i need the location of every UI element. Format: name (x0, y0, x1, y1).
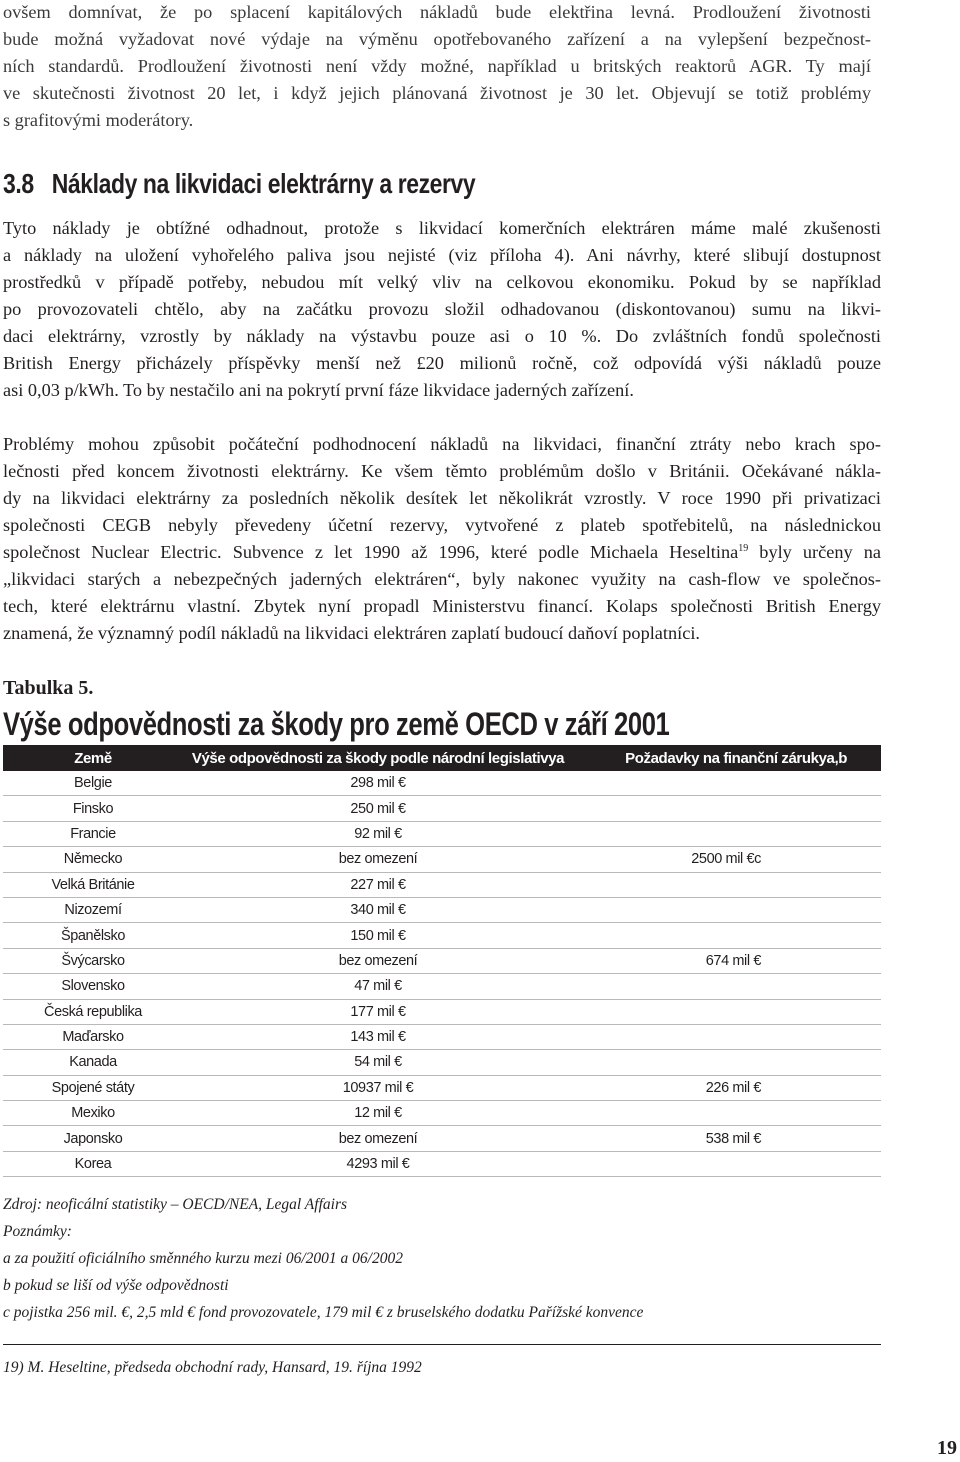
table-row (3, 974, 881, 999)
cell-country: Velká Británie (3, 872, 183, 897)
table-row (3, 1126, 881, 1151)
table-row (3, 821, 881, 846)
footnote-19: 19) M. Heseltine, předseda obchodní rady, Hansard, 19. října 1992 (3, 1359, 422, 1376)
cell-liability: 250 mil € (183, 796, 573, 821)
cell-guarantee (573, 872, 881, 897)
section-heading (3, 168, 475, 200)
cell-liability: 227 mil € (183, 872, 573, 897)
cell-liability: 54 mil € (183, 1050, 573, 1075)
table-wrapper (3, 745, 881, 1177)
table-label: Tabulka 5. (3, 677, 94, 699)
cell-country: Finsko (3, 796, 183, 821)
paragraph-line: „likvidaci starých a nebezpečných jaderných elektráren“, byly nakonec využity na cash-flow ve společnos- (3, 569, 881, 589)
cell-guarantee (573, 1024, 881, 1049)
table-row (3, 1050, 881, 1075)
cell-country: Francie (3, 821, 183, 846)
cell-guarantee: 538 mil € (573, 1126, 881, 1151)
cell-liability: 177 mil € (183, 999, 573, 1024)
paragraph-line: dy na likvidaci elektrárny za posledních několik desítek let několikrát vzrostly. V roce 1990 při privatizaci (3, 488, 881, 508)
cell-country: Nizozemí (3, 897, 183, 922)
notes-heading: Poznámky: (3, 1223, 72, 1240)
paragraph-line: lečnosti před koncem životnosti elektrárny. Ke všem těmto problémům došlo v Británii. Očekávané nákla- (3, 461, 881, 481)
paragraph-line: daci elektrárny, vzrostly by náklady na výstavbu pouze asi o 10 %. Do zvláštních fondů společnosti (3, 326, 881, 346)
table-row (3, 796, 881, 821)
cell-liability: 298 mil € (183, 771, 573, 796)
table-row (3, 999, 881, 1024)
cell-guarantee (573, 923, 881, 948)
column-header-liability: Výše odpovědnosti za škody podle národní legislativya (183, 745, 573, 771)
table-row (3, 1151, 881, 1176)
intro-line: ních standardů. Prodloužení životnosti není vždy možné, například u britských reaktorů AGR. Ty mají (3, 56, 871, 76)
intro-paragraph (3, 0, 871, 134)
cell-country: Španělsko (3, 923, 183, 948)
table-row (3, 771, 881, 796)
cell-country: Kanada (3, 1050, 183, 1075)
table-title: Výše odpovědnosti za škody pro země OECD v září 2001 (3, 706, 670, 742)
paragraph-line: společnosti CEGB nebyly převedeny účetní rezervy, vytvořené z plateb spotřebitelů, na následnickou (3, 515, 881, 535)
liability-table (3, 745, 881, 1177)
paragraph-line: prostředků v případě potřeby, nebudou mít velký vliv na celkovou ekonomiku. Pokud by se například (3, 272, 881, 292)
cell-liability: 92 mil € (183, 821, 573, 846)
paragraph-line: asi 0,03 p/kWh. To by nestačilo ani na pokrytí první fáze likvidace jaderných zařízení. (3, 380, 634, 400)
cell-country: Korea (3, 1151, 183, 1176)
paragraph-line: a náklady na uložení vyhořelého paliva jsou nejisté (viz příloha 4). Ani návrhy, které slibují dostupnost (3, 245, 881, 265)
column-header-guarantee: Požadavky na finanční zárukya,b (573, 745, 881, 771)
paragraph-line: Problémy mohou způsobit počáteční podhodnocení nákladů na likvidaci, finanční ztráty nebo krach spo- (3, 434, 881, 454)
cell-country: Švýcarsko (3, 948, 183, 973)
cell-guarantee (573, 974, 881, 999)
footnote-ref: 19 (738, 543, 749, 554)
table-row (3, 1101, 881, 1126)
line-text: byly určeny na (748, 542, 881, 562)
paragraph-problems (3, 431, 881, 647)
footnote-divider (3, 1344, 881, 1345)
intro-line: ovšem domnívat, že po splacení kapitálových nákladů bude elektřina levná. Prodloužení životnosti (3, 2, 871, 22)
section-number: 3.8 (3, 168, 34, 199)
cell-country: Japonsko (3, 1126, 183, 1151)
column-header-country: Země (3, 745, 183, 771)
cell-liability: 143 mil € (183, 1024, 573, 1049)
line-text: společnost Nuclear Electric. Subvence z let 1990 až 1996, které podle Michaela Heseltina (3, 542, 739, 562)
table-row (3, 948, 881, 973)
cell-liability: bez omezení (183, 948, 573, 973)
note-c: c pojistka 256 mil. €, 2,5 mld € fond provozovatele, 179 mil € z bruselského dodatku Pařížské konvence (3, 1304, 644, 1321)
table-row (3, 847, 881, 872)
cell-country: Maďarsko (3, 1024, 183, 1049)
cell-country: Belgie (3, 771, 183, 796)
cell-liability: 47 mil € (183, 974, 573, 999)
cell-guarantee: 226 mil € (573, 1075, 881, 1100)
cell-liability: bez omezení (183, 1126, 573, 1151)
table-row (3, 1075, 881, 1100)
cell-liability: 4293 mil € (183, 1151, 573, 1176)
cell-liability: 12 mil € (183, 1101, 573, 1126)
cell-country: Slovensko (3, 974, 183, 999)
cell-liability: 10937 mil € (183, 1075, 573, 1100)
table-header-row (3, 745, 881, 771)
cell-country: Česká republika (3, 999, 183, 1024)
paragraph-line: British Energy přicházely příspěvky menší než £20 milionů ročně, což odpovídá výši nákladů pouze (3, 353, 881, 373)
table-row (3, 1024, 881, 1049)
cell-country: Německo (3, 847, 183, 872)
intro-line: bude možná vyžadovat nové výdaje na výměnu opotřebovaného zařízení a na vylepšení bezpečnost- (3, 29, 871, 49)
paragraph-line: Tyto náklady je obtížné odhadnout, protože s likvidací komerčních elektráren máme malé zkušenosti (3, 218, 881, 238)
cell-guarantee (573, 1101, 881, 1126)
cell-liability: 340 mil € (183, 897, 573, 922)
section-title: Náklady na likvidaci elektrárny a rezervy (51, 168, 476, 199)
cell-guarantee (573, 1151, 881, 1176)
table-row (3, 872, 881, 897)
intro-line: ve skutečnosti životnost 20 let, i když jejich plánovaná životnost je 30 let. Objevují se totiž problémy (3, 83, 871, 103)
paragraph-line: tech, které elektrárnu vlastní. Zbytek nyní propadl Ministerstvu financí. Kolaps společnosti British Energy (3, 596, 881, 616)
cell-guarantee: 674 mil € (573, 948, 881, 973)
source-note: Zdroj: neoficální statistiky – OECD/NEA, Legal Affairs (3, 1196, 348, 1213)
table-row (3, 897, 881, 922)
note-a: a za použití oficiálního směnného kurzu mezi 06/2001 a 06/2002 (3, 1250, 403, 1267)
paragraph-line: znamená, že významný podíl nákladů na likvidaci elektráren zaplatí budoucí daňoví poplatníci. (3, 623, 700, 643)
cell-guarantee (573, 796, 881, 821)
table-notes (3, 1191, 643, 1326)
cell-liability: bez omezení (183, 847, 573, 872)
cell-guarantee: 2500 mil €c (573, 847, 881, 872)
paragraph-line: po provozovateli chtělo, aby na začátku provozu složil odhadovanou (diskontovanou) sumu na likvi- (3, 299, 881, 319)
paragraph-decommissioning (3, 215, 881, 404)
table-body (3, 771, 881, 1177)
cell-guarantee (573, 897, 881, 922)
intro-line: s grafitovými moderátory. (3, 110, 194, 130)
cell-guarantee (573, 999, 881, 1024)
note-b: b pokud se liší od výše odpovědnosti (3, 1277, 229, 1294)
cell-guarantee (573, 771, 881, 796)
cell-country: Mexiko (3, 1101, 183, 1126)
cell-country: Spojené státy (3, 1075, 183, 1100)
page-number: 19 (937, 1437, 957, 1459)
table-row (3, 923, 881, 948)
cell-guarantee (573, 821, 881, 846)
paragraph-line (3, 539, 881, 566)
cell-liability: 150 mil € (183, 923, 573, 948)
cell-guarantee (573, 1050, 881, 1075)
